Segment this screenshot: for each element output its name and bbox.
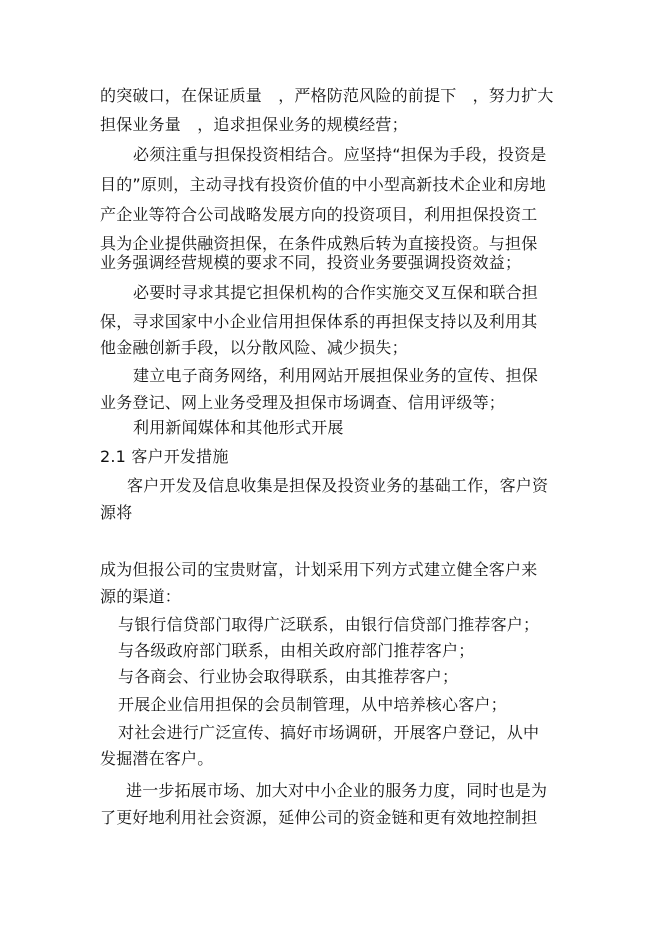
text-line: 了更好地利用社会资源，延伸公司的资金链和更有效地控制担 xyxy=(100,808,538,827)
text-line: 具为企业提供融资担保，在条件成熟后转为直接投资。与担保 xyxy=(100,234,538,253)
list-item: 对社会进行广泛宣传、搞好市场调研，开展客户登记，从中 xyxy=(118,723,540,742)
list-item: 与银行信贷部门取得广泛联系，由银行信贷部门推荐客户； xyxy=(118,615,540,634)
text-line: 客户开发及信息收集是担保及投资业务的基础工作，客户资 xyxy=(127,476,549,495)
text-line: 业务强调经营规模的要求不同，投资业务要强调投资效益； xyxy=(100,253,522,272)
section-heading: 2.1 客户开发措施 xyxy=(100,447,229,466)
text-line: 他金融创新手段，以分散风险、减少损失； xyxy=(100,338,408,357)
text-line: 必要时寻求其提它担保机构的合作实施交叉互保和联合担 xyxy=(133,283,539,302)
text-line: 源将 xyxy=(100,503,133,522)
text-line: 业务登记、网上业务受理及担保市场调查、信用评级等； xyxy=(100,393,506,412)
text-line: 成为但报公司的宝贵财富，计划采用下列方式建立健全客户来 xyxy=(100,560,538,579)
text-line: 保，寻求国家中小企业信用担保体系的再担保支持以及利用其 xyxy=(100,312,538,331)
text-line: 源的渠道： xyxy=(100,587,182,606)
text-line: 进一步拓展市场、加大对中小企业的服务力度，同时也是为 xyxy=(126,781,548,800)
list-item: 与各级政府部门联系，由相关政府部门推荐客户； xyxy=(118,641,475,660)
text-line: 目的”原则，主动寻找有投资价值的中小型高新技术企业和房地 xyxy=(100,175,546,194)
text-line: 必须注重与担保投资相结合。应坚持“担保为手段，投资是 xyxy=(133,145,547,164)
text-line: 担保业务量 ，追求担保业务的规模经营； xyxy=(100,115,408,134)
list-item: 与各商会、行业协会取得联系，由其推荐客户； xyxy=(118,667,459,686)
text-line: 发掘潜在客户。 xyxy=(100,749,214,768)
text-line: 产企业等符合公司战略发展方向的投资项目，利用担保投资工 xyxy=(100,205,538,224)
text-line: 的突破口，在保证质量 ，严格防范风险的前提下 ，努力扩大 xyxy=(100,86,554,105)
list-item: 开展企业信用担保的会员制管理，从中培养核心客户； xyxy=(118,695,507,714)
text-line: 利用新闻媒体和其他形式开展 xyxy=(133,418,344,437)
text-line: 建立电子商务网络，利用网站开展担保业务的宣传、担保 xyxy=(133,366,539,385)
